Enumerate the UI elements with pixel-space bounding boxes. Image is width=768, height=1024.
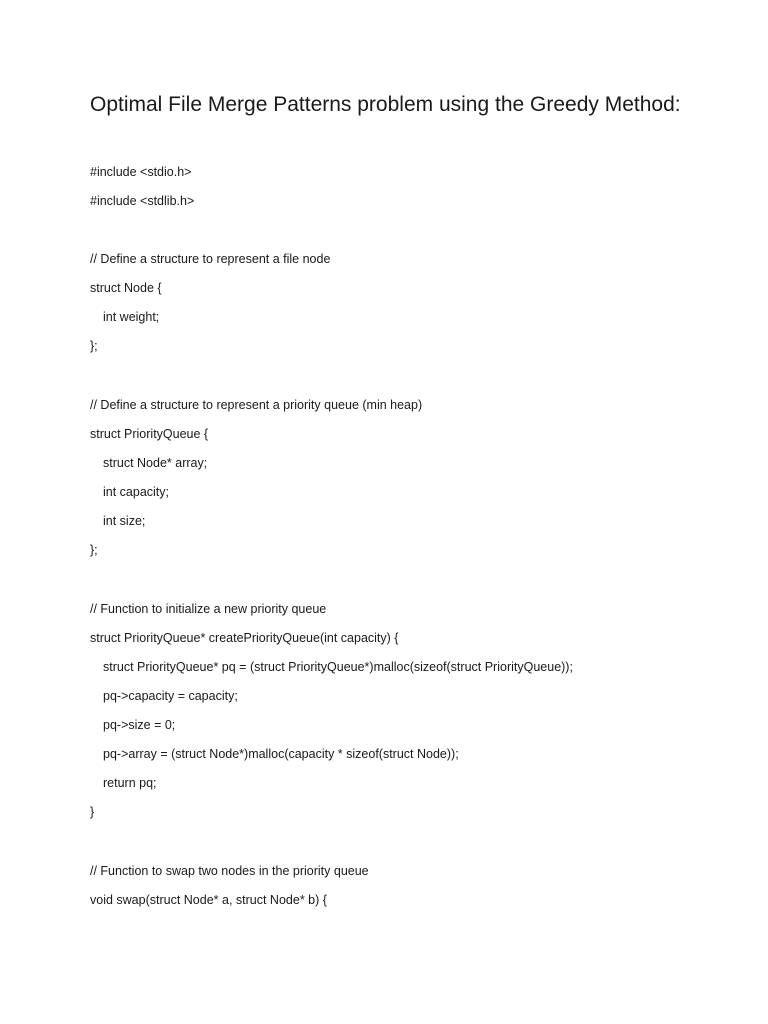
code-comment-priority-queue: // Define a structure to represent a priority queue (min heap) — [90, 398, 423, 412]
code-line-malloc-pq: struct PriorityQueue* pq = (struct PriorityQueue*)malloc(sizeof(struct PriorityQueue)); — [103, 660, 573, 674]
code-line-close-struct: }; — [90, 339, 98, 353]
code-line-close-function: } — [90, 805, 95, 819]
code-comment-file-node: // Define a structure to represent a file node — [90, 252, 331, 266]
code-line-int-capacity: int capacity; — [103, 485, 170, 499]
code-line-struct-priority-queue: struct PriorityQueue { — [90, 427, 209, 441]
code-line-int-size: int size; — [103, 514, 146, 528]
code-line-set-capacity: pq->capacity = capacity; — [103, 689, 238, 703]
code-line-int-weight: int weight; — [103, 310, 160, 324]
code-line-struct-node: struct Node { — [90, 281, 162, 295]
document-title: Optimal File Merge Patterns problem using the Greedy Method: — [90, 93, 681, 116]
code-line-include-stdlib: #include <stdlib.h> — [90, 194, 195, 208]
code-line-create-queue-signature: struct PriorityQueue* createPriorityQueue(int capacity) { — [90, 631, 399, 645]
code-line-swap-signature: void swap(struct Node* a, struct Node* b) { — [90, 893, 327, 907]
code-comment-init-queue: // Function to initialize a new priority queue — [90, 602, 327, 616]
code-line-close-struct: }; — [90, 543, 98, 557]
code-line-malloc-array: pq->array = (struct Node*)malloc(capacity * sizeof(struct Node)); — [103, 747, 459, 761]
code-line-set-size: pq->size = 0; — [103, 718, 176, 732]
code-comment-swap: // Function to swap two nodes in the priority queue — [90, 864, 369, 878]
code-line-return-pq: return pq; — [103, 776, 157, 790]
code-line-include-stdio: #include <stdio.h> — [90, 165, 192, 179]
code-line-node-array: struct Node* array; — [103, 456, 208, 470]
